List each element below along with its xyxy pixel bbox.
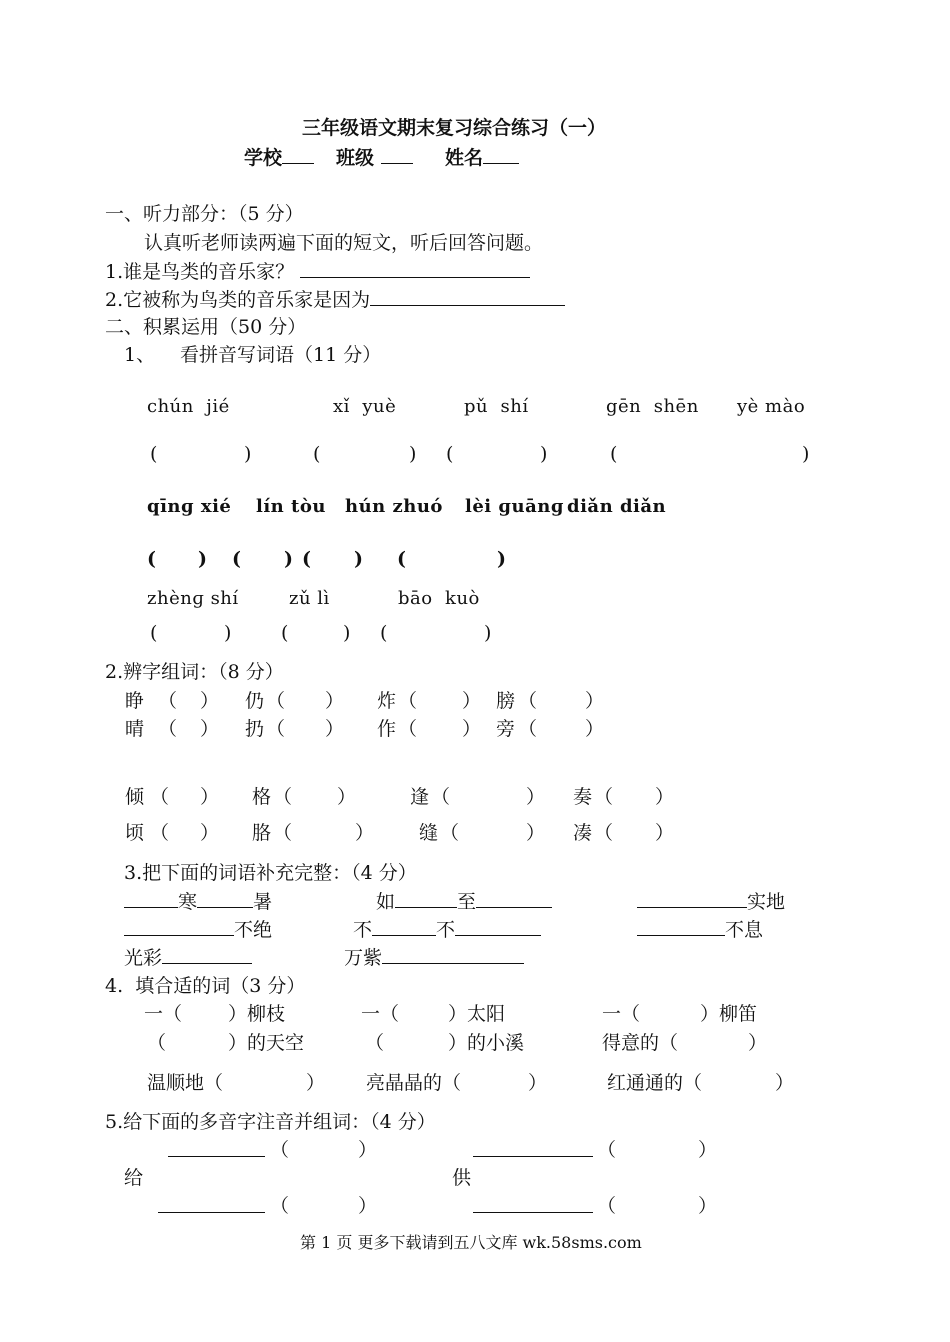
name-label (445, 145, 519, 170)
paren-open: （ (440, 822, 460, 844)
char-feng2: 缝 (419, 822, 439, 844)
paren-open: （ (431, 786, 451, 808)
pinyin-zhengshi: zhènɡ shí (147, 588, 239, 609)
paren-close: ) (198, 548, 207, 570)
paren-open: ( (232, 548, 241, 570)
listening-q1-blank[interactable] (300, 259, 530, 278)
paren-close: ） (200, 718, 220, 740)
q4-item: （ (365, 1032, 385, 1054)
paren-open: （ (158, 690, 178, 712)
section1-instruction: 认真听老师读两遍下面的短文，听后回答问题。 (144, 232, 544, 254)
q4-item: ） (748, 1032, 768, 1054)
paren-open: （ (150, 822, 170, 844)
class-label (336, 145, 413, 170)
q4-item: （ (147, 1032, 167, 1054)
listening-q2 (105, 287, 565, 312)
paren-open: ( (397, 548, 406, 570)
paren-close: ） (526, 822, 546, 844)
listening-q1 (105, 259, 530, 284)
blank[interactable] (476, 889, 552, 908)
blank[interactable] (168, 1138, 265, 1157)
pinyin-leiguang: lèi ɡuānɡ (465, 496, 564, 517)
pinyin-yemao: yè mào (737, 396, 806, 417)
q5-blank-row2-right (473, 1194, 593, 1219)
q4-item: 亮晶晶的（ (366, 1072, 462, 1094)
idiom-buxi (637, 917, 763, 942)
pinyin-hunzhuo: hún zhuó (345, 496, 443, 517)
q4-item: ）柳笛 (700, 1003, 758, 1025)
paren-close: ） (355, 822, 375, 844)
char-ge2: 胳 (252, 822, 272, 844)
q4-item: 一（ (144, 1003, 183, 1025)
pinyin-lintou: lín tòu (256, 496, 326, 517)
word-bu1: 不 (353, 919, 373, 941)
paren-close: ) (802, 443, 810, 465)
word-ru: 如 (376, 891, 396, 913)
q4-item: ）的小溪 (448, 1032, 525, 1054)
q4-item: 温顺地（ (147, 1072, 224, 1094)
paren-close: ） (585, 718, 605, 740)
paren-close: ) (484, 622, 492, 644)
class-label-text: 班级 (336, 147, 375, 169)
char-zou: 奏 (573, 786, 593, 808)
listening-q2-text: 2.它被称为鸟类的音乐家是因为 (105, 289, 371, 311)
idiom-bubu (353, 917, 541, 942)
q4-item: ）柳枝 (228, 1003, 286, 1025)
name-blank[interactable] (483, 145, 519, 164)
school-label-text: 学校 (244, 147, 283, 169)
paren-open: （ (398, 690, 418, 712)
listening-q1-text: 1.谁是鸟类的音乐家？ (105, 261, 295, 283)
pinyin-zuli: zǔ lì (289, 588, 330, 609)
paren-close: ） (526, 786, 546, 808)
char-feng: 逢 (410, 786, 430, 808)
paren-open: （ (266, 690, 286, 712)
q4-item: 一（ (602, 1003, 641, 1025)
paren-close: ） (200, 690, 220, 712)
char-qing3: 顷 (125, 822, 145, 844)
paren-open: （ (597, 1195, 617, 1217)
q4-item: 一（ (361, 1003, 400, 1025)
blank[interactable] (124, 889, 178, 908)
paren-open: ( (446, 443, 454, 465)
idiom-bujue (124, 917, 272, 942)
idiom-ruzhi (376, 889, 552, 914)
pinyin-genshen: gēn shēn (606, 396, 699, 417)
q5-title: 5.给下面的多音字注音并组词：（4 分） (105, 1111, 436, 1133)
paren-open: ( (313, 443, 321, 465)
word-guangcai: 光彩 (124, 947, 163, 969)
paren-close: ） (358, 1195, 378, 1217)
idiom-wanzi (344, 945, 524, 970)
paren-close: ） (200, 822, 220, 844)
section1-heading: 一、听力部分：（5 分） (105, 203, 304, 225)
char-cou: 凑 (573, 822, 593, 844)
q1-title: 看拼音写词语（11 分） (180, 344, 382, 366)
pinyin-qingxie: qīnɡ xié (147, 496, 232, 517)
paren-close: ) (224, 622, 232, 644)
blank[interactable] (197, 889, 253, 908)
listening-q2-blank[interactable] (370, 287, 565, 306)
paren-close: ) (409, 443, 417, 465)
paren-open: ( (150, 443, 158, 465)
q4-title: 4. 填合适的词（3 分） (105, 975, 306, 997)
class-blank[interactable] (381, 145, 413, 164)
pinyin-pushi: pǔ shí (464, 396, 529, 417)
pinyin-xiyue: xǐ yuè (333, 396, 397, 417)
page-title: 三年级语文期末复习综合练习（一） (302, 117, 607, 139)
pinyin-diandian: diǎn diǎn (567, 496, 667, 517)
school-blank[interactable] (282, 145, 314, 164)
q4-item: ） (775, 1072, 795, 1094)
blank[interactable] (473, 1194, 593, 1213)
pinyin-chunjie: chún jié (147, 396, 230, 417)
q2-title: 2.辨字组词：（8 分） (105, 661, 284, 683)
paren-open: ( (302, 548, 311, 570)
idiom-hanshu (124, 889, 272, 914)
paren-open: ( (610, 443, 618, 465)
paren-open: ( (380, 622, 388, 644)
q5-blank-row1-left (168, 1138, 265, 1163)
paren-open: （ (270, 1195, 290, 1217)
paren-open: （ (273, 822, 293, 844)
blank[interactable] (124, 917, 234, 936)
char-zha: 炸 (377, 690, 397, 712)
char-reng: 仍 (245, 690, 265, 712)
paren-close: ） (462, 690, 482, 712)
paren-open: （ (266, 718, 286, 740)
char-pang: 旁 (496, 718, 516, 740)
q4-item: 得意的（ (602, 1032, 679, 1054)
word-shidi: 实地 (747, 891, 786, 913)
idiom-shidi (637, 889, 785, 914)
q3-title: 3.把下面的词语补充完整：（4 分） (124, 862, 417, 884)
paren-open: （ (518, 690, 538, 712)
q4-item: ） (528, 1072, 548, 1094)
paren-close: ） (698, 1195, 718, 1217)
blank[interactable] (162, 945, 252, 964)
blank[interactable] (158, 1194, 265, 1213)
paren-open: （ (594, 822, 614, 844)
char-reng2: 扔 (245, 718, 265, 740)
blank[interactable] (637, 889, 747, 908)
q4-item: ）太阳 (448, 1003, 506, 1025)
paren-close: ) (343, 622, 351, 644)
word-buxi: 不息 (725, 919, 764, 941)
paren-close: ） (325, 718, 345, 740)
char-ge: 格 (252, 786, 272, 808)
q4-item: 红通通的（ (607, 1072, 703, 1094)
q5-char-gong: 供 (452, 1167, 472, 1189)
q5-blank-row2-left (158, 1194, 265, 1219)
word-shu: 暑 (253, 891, 273, 913)
paren-close: ) (284, 548, 293, 570)
blank[interactable] (637, 917, 725, 936)
paren-close: ） (337, 786, 357, 808)
paren-close: ） (462, 718, 482, 740)
word-zhi: 至 (457, 891, 477, 913)
char-zuo: 作 (377, 718, 397, 740)
paren-open: （ (518, 718, 538, 740)
q5-char-gei: 给 (124, 1167, 144, 1189)
paren-close: ） (655, 822, 675, 844)
blank[interactable] (455, 917, 541, 936)
paren-open: （ (158, 718, 178, 740)
paren-open: （ (594, 786, 614, 808)
char-qing: 晴 (125, 718, 145, 740)
blank[interactable] (382, 945, 524, 964)
paren-close: ) (354, 548, 363, 570)
paren-close: ) (540, 443, 548, 465)
name-label-text: 姓名 (445, 147, 484, 169)
blank[interactable] (372, 917, 436, 936)
paren-close: ) (244, 443, 252, 465)
q4-item: ） (306, 1072, 326, 1094)
paren-open: ( (147, 548, 156, 570)
paren-close: ） (585, 690, 605, 712)
page-footer: 第 1 页 更多下载请到五八文库 wk.58sms.com (300, 1233, 642, 1252)
word-han: 寒 (178, 891, 198, 913)
paren-close: ） (655, 786, 675, 808)
char-qing2: 倾 (125, 786, 145, 808)
q4-item: ）的天空 (228, 1032, 305, 1054)
word-bu2: 不 (436, 919, 456, 941)
idiom-guangcai (124, 945, 252, 970)
paren-close: ） (200, 786, 220, 808)
paren-close: ） (325, 690, 345, 712)
paren-open: （ (150, 786, 170, 808)
paren-close: ) (497, 548, 506, 570)
paren-open: （ (398, 718, 418, 740)
section2-heading: 二、积累运用（50 分） (105, 316, 307, 338)
pinyin-baokuo: bāo kuò (398, 588, 480, 609)
blank[interactable] (473, 1138, 593, 1157)
paren-open: （ (597, 1139, 617, 1161)
q5-blank-row1-right (473, 1138, 593, 1163)
word-wanzi: 万紫 (344, 947, 383, 969)
char-zheng: 睁 (125, 690, 145, 712)
paren-open: （ (270, 1139, 290, 1161)
school-label (244, 145, 314, 170)
char-bang: 膀 (496, 690, 516, 712)
word-bujue: 不绝 (234, 919, 273, 941)
q1-number: 1、 (124, 344, 156, 366)
paren-close: ） (358, 1139, 378, 1161)
paren-open: ( (281, 622, 289, 644)
paren-open: ( (150, 622, 158, 644)
blank[interactable] (395, 889, 457, 908)
paren-close: ） (698, 1139, 718, 1161)
paren-open: （ (273, 786, 293, 808)
